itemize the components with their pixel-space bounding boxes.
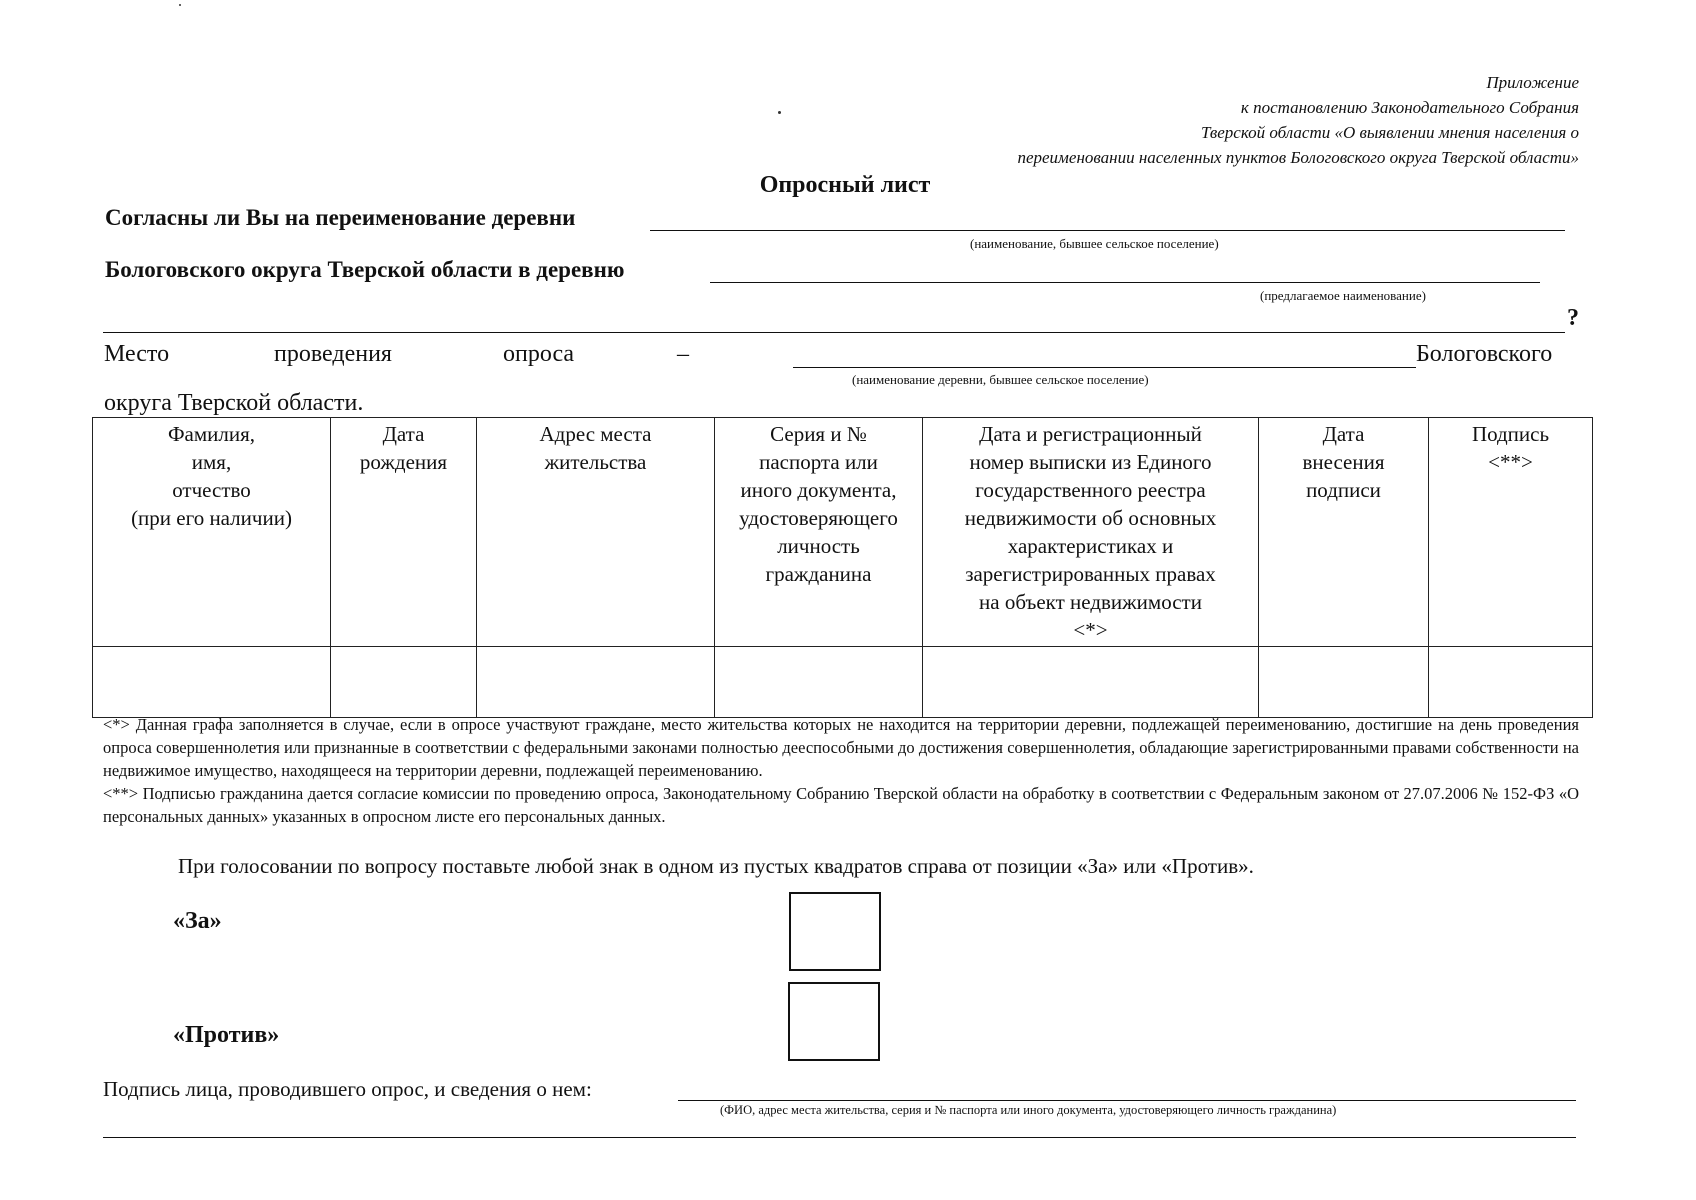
table-header-row [93, 418, 1593, 647]
appendix-line: переименовании населенных пунктов Бологовского округа Тверской области» [1017, 148, 1579, 167]
survey-place-hint: (наименование деревни, бывшее сельское поселение) [852, 372, 1149, 387]
question-line-1: Согласны ли Вы на переименование деревни [105, 205, 576, 230]
table-row [93, 647, 1593, 718]
cell-birth-date[interactable] [331, 647, 477, 718]
survey-place-field[interactable] [793, 367, 1416, 368]
appendix-line: Приложение [1486, 73, 1579, 92]
place-word-2: проведения [274, 341, 392, 367]
surveyor-signature-label: Подпись лица, проводившего опрос, и сведения о нем: [103, 1077, 592, 1101]
surveyor-signature-field[interactable] [678, 1100, 1576, 1101]
appendix-line: к постановлению Законодательного Собрания [1240, 98, 1579, 117]
question-mark: ? [1567, 305, 1579, 331]
place-word-3: опроса [503, 341, 575, 367]
surveyor-signature-hint: (ФИО, адрес места жительства, серия и № паспорта или иного документа, удостоверяющего личность гражданина) [720, 1103, 1337, 1117]
header-signature [1429, 418, 1593, 647]
header-text: Подпись <**> [1471, 422, 1550, 474]
surveyor-details-line[interactable] [103, 1137, 1576, 1138]
place-tail: Бологовского [1416, 341, 1553, 367]
header-document [715, 418, 923, 647]
footnote-1: <*> Данная графа заполняется в случае, если в опросе участвуют граждане, место жительства которых не находится на территории деревни, подлежащей переименованию, достигшие на день проведения опроса совершеннолетия или признанные в соответствии с федеральными законами полностью дееспособными до достижения совершеннолетия, обладающие зарегистрированными правами собственности на недвижимое имущество, находящееся на территории деревни, подлежащей переименованию. [103, 715, 1579, 780]
option-against-label: «Против» [173, 1022, 280, 1048]
appendix-note [1017, 70, 1579, 170]
proposed-name-hint: (предлагаемое наименование) [1260, 288, 1426, 303]
place-dash: – [677, 341, 689, 367]
scan-speck [179, 4, 181, 6]
appendix-line: Тверской области «О выявлении мнения населения о [1201, 123, 1579, 142]
cell-full-name[interactable] [93, 647, 331, 718]
header-signature-date [1259, 418, 1429, 647]
signatures-table [92, 417, 1593, 718]
voting-instruction: При голосовании по вопросу поставьте любой знак в одном из пустых квадратов справа от позиции «За» или «Против». [178, 854, 1254, 878]
blank-line[interactable] [103, 332, 1565, 333]
form-title: Опросный лист [759, 172, 931, 198]
footnotes [103, 713, 1579, 828]
header-text: Дата внесения подписи [1302, 422, 1385, 502]
header-text: Адрес места жительства [539, 422, 652, 474]
header-registry-extract [923, 418, 1259, 647]
village-name-field[interactable] [650, 230, 1565, 231]
option-for-label: «За» [173, 908, 222, 934]
proposed-name-field[interactable] [710, 282, 1540, 283]
header-text: Серия и № паспорта или иного документа, удостоверяющего личность гражданина [739, 422, 898, 586]
header-birth-date [331, 418, 477, 647]
footnote-2: <**> Подписью гражданина дается согласие комиссии по проведению опроса, Законодательному Собранию Тверской области на обработку в соответствии с Федеральным законом от 27.07.2006 № 152-ФЗ «О персональных данных» указанных в опросном листе его персональных данных. [103, 784, 1579, 826]
header-text: Дата рождения [359, 422, 448, 474]
village-name-hint: (наименование, бывшее сельское поселение) [970, 236, 1219, 251]
place-line-2: округа Тверской области. [104, 390, 364, 416]
cell-address[interactable] [477, 647, 715, 718]
cell-registry-extract[interactable] [923, 647, 1259, 718]
cell-signature-date[interactable] [1259, 647, 1429, 718]
option-for-checkbox[interactable] [789, 892, 881, 971]
option-against-checkbox[interactable] [788, 982, 880, 1061]
question-line-2: Бологовского округа Тверской области в деревню [105, 257, 625, 282]
header-full-name [93, 418, 331, 647]
header-address [477, 418, 715, 647]
cell-signature[interactable] [1429, 647, 1593, 718]
place-word-1: Место [104, 341, 170, 367]
header-text: Дата и регистрационный номер выписки из Единого государственного реестра недвижимости об основных характеристиках и зарегистрированных правах на объект недвижимости <*> [964, 422, 1217, 642]
cell-document[interactable] [715, 647, 923, 718]
scan-speck [778, 111, 781, 114]
header-text: Фамилия, имя, отчество (при его наличии) [131, 422, 292, 530]
